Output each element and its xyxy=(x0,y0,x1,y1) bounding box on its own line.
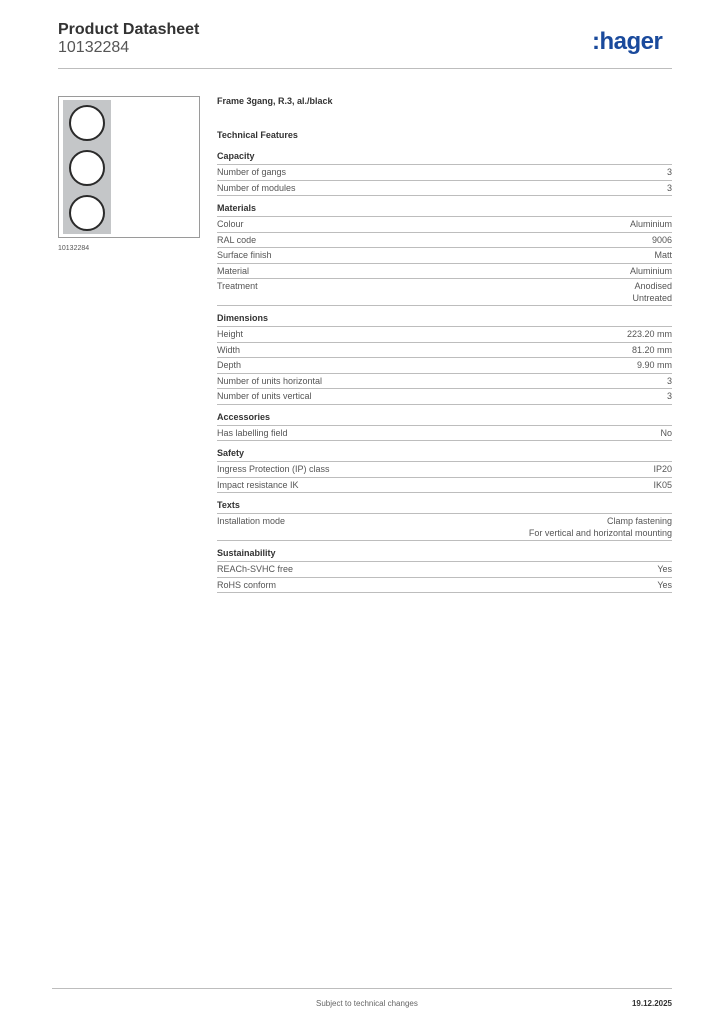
spec-label: Number of units horizontal xyxy=(217,375,323,386)
footer-date: 19.12.2025 xyxy=(631,999,672,1008)
spec-section xyxy=(217,202,672,306)
spec-value-line: 3 xyxy=(666,182,672,193)
spec-value-line: No xyxy=(660,427,672,438)
socket-ring-icon xyxy=(69,150,105,186)
spec-row xyxy=(217,264,672,280)
spec-value xyxy=(627,329,672,341)
spec-value xyxy=(657,580,672,592)
spec-section xyxy=(217,150,672,196)
spec-label: Number of gangs xyxy=(217,167,287,177)
spec-row xyxy=(217,562,672,578)
spec-value xyxy=(632,345,672,357)
spec-row xyxy=(217,462,672,478)
footer-divider xyxy=(52,988,672,989)
spec-value-line: IK05 xyxy=(653,479,672,490)
spec-sections xyxy=(217,150,672,593)
spec-value xyxy=(660,428,672,440)
spec-value-line: Untreated xyxy=(632,292,672,303)
spec-row xyxy=(217,217,672,233)
features-heading: Technical Features xyxy=(217,130,298,140)
section-title: Dimensions xyxy=(217,312,672,327)
spec-label: Width xyxy=(217,344,241,355)
section-title: Materials xyxy=(217,202,672,217)
spec-value-line: 3 xyxy=(666,391,672,401)
spec-value-line: Aluminium xyxy=(629,219,672,229)
spec-label: Treatment xyxy=(217,281,258,291)
section-title: Texts xyxy=(217,499,672,514)
spec-value xyxy=(652,235,672,247)
spec-row xyxy=(217,426,672,442)
spec-row xyxy=(217,358,672,374)
spec-row xyxy=(217,233,672,249)
spec-row xyxy=(217,374,672,390)
spec-value-line: Yes xyxy=(657,564,672,574)
product-name: Frame 3gang, R.3, al./black xyxy=(217,96,333,106)
spec-label: Impact resistance IK xyxy=(217,479,299,490)
spec-value xyxy=(654,250,672,262)
spec-label: RAL code xyxy=(217,234,257,245)
spec-row xyxy=(217,478,672,494)
spec-value-line: IP20 xyxy=(653,464,672,474)
spec-value xyxy=(632,281,672,304)
spec-value-line: 3 xyxy=(666,167,672,177)
spec-row xyxy=(217,578,672,594)
spec-label: Height xyxy=(217,329,244,339)
spec-row xyxy=(217,248,672,264)
spec-label: Installation mode xyxy=(217,516,286,526)
spec-value-line: Yes xyxy=(657,579,672,590)
spec-value-line: Anodised xyxy=(634,281,672,291)
section-title: Safety xyxy=(217,447,672,462)
product-number: 10132284 xyxy=(58,39,130,56)
spec-label: Material xyxy=(217,265,250,276)
spec-value-line: 81.20 mm xyxy=(631,344,672,355)
spec-value-line: Clamp fastening xyxy=(606,516,672,526)
product-image xyxy=(58,96,200,238)
spec-row xyxy=(217,389,672,405)
spec-row xyxy=(217,327,672,343)
spec-value xyxy=(667,167,672,179)
spec-label: Has labelling field xyxy=(217,427,288,438)
spec-value xyxy=(657,564,672,576)
footer-note: Subject to technical changes xyxy=(316,999,418,1008)
spec-row xyxy=(217,514,672,541)
spec-label: Ingress Protection (IP) class xyxy=(217,464,330,474)
spec-section xyxy=(217,447,672,493)
spec-value xyxy=(667,183,672,195)
section-title: Accessories xyxy=(217,411,672,426)
spec-section xyxy=(217,411,672,442)
spec-value-line: Aluminium xyxy=(629,265,672,276)
spec-value xyxy=(630,266,672,278)
spec-row xyxy=(217,279,672,306)
spec-row xyxy=(217,165,672,181)
spec-value xyxy=(630,219,672,231)
spec-section xyxy=(217,547,672,593)
socket-ring-icon xyxy=(69,105,105,141)
section-title: Capacity xyxy=(217,150,672,165)
spec-section xyxy=(217,312,672,405)
spec-value xyxy=(667,391,672,403)
spec-label: Number of modules xyxy=(217,182,296,193)
spec-label: RoHS conform xyxy=(217,579,277,590)
spec-value xyxy=(667,376,672,388)
spec-label: Surface finish xyxy=(217,250,272,260)
spec-row xyxy=(217,343,672,359)
spec-value xyxy=(653,464,672,476)
socket-ring-icon xyxy=(69,195,105,231)
logo-text: hager xyxy=(599,28,663,55)
spec-row xyxy=(217,181,672,197)
spec-value-line: For vertical and horizontal mounting xyxy=(528,527,672,538)
spec-value-line: Matt xyxy=(654,250,672,260)
section-title: Sustainability xyxy=(217,547,672,562)
spec-section xyxy=(217,499,672,541)
spec-label: Number of units vertical xyxy=(217,391,312,401)
spec-value-line: 223.20 mm xyxy=(626,329,672,339)
page-title: Product Datasheet xyxy=(58,21,200,38)
hager-logo: :hager xyxy=(592,28,663,55)
spec-label: Colour xyxy=(217,219,244,229)
header-divider xyxy=(58,68,672,69)
spec-label: REACh-SVHC free xyxy=(217,564,294,574)
spec-value xyxy=(637,360,672,372)
frame-illustration xyxy=(63,100,111,234)
spec-value-line: 3 xyxy=(666,375,672,386)
spec-content xyxy=(217,96,672,599)
spec-label: Depth xyxy=(217,360,242,370)
spec-value xyxy=(529,516,672,539)
image-caption: 10132284 xyxy=(58,245,90,252)
spec-value-line: 9006 xyxy=(651,234,672,245)
spec-value xyxy=(653,480,672,492)
spec-value-line: 9.90 mm xyxy=(636,360,672,370)
